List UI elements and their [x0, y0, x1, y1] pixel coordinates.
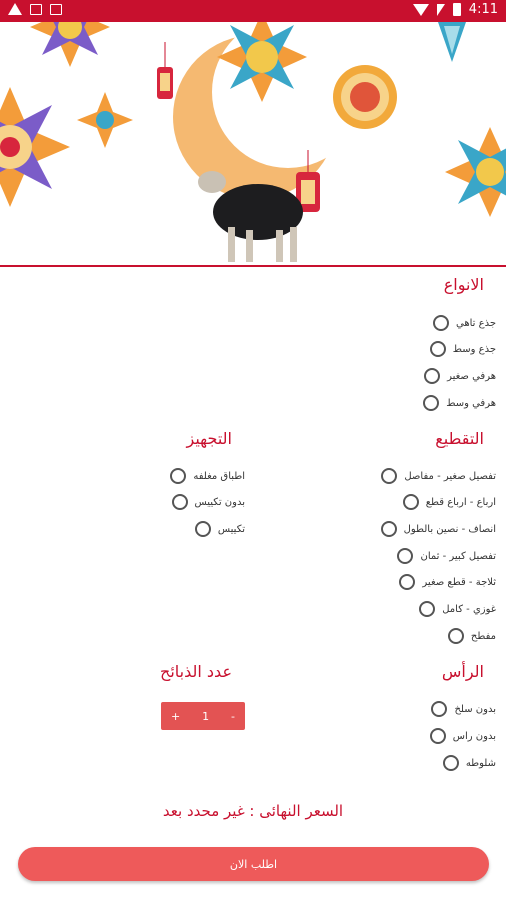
radio-button[interactable] [443, 755, 459, 771]
eid-banner-image [0, 22, 506, 265]
status-time: 4:11 [468, 2, 498, 17]
types-option[interactable]: هرفي وسط [423, 395, 496, 411]
radio-button[interactable] [430, 341, 446, 357]
final-price-label: السعر النهائى : غير محدد بعد [162, 802, 344, 820]
radio-button[interactable] [381, 468, 397, 484]
wifi-icon [413, 4, 429, 16]
quantity-value: 1 [202, 709, 210, 723]
radio-button[interactable] [399, 574, 415, 590]
types-title: الانواع [443, 275, 484, 294]
cutting-title: التقطيع [435, 429, 484, 448]
status-bar [0, 0, 506, 22]
warning-icon [8, 3, 22, 15]
signal-icon [437, 4, 445, 16]
order-now-button[interactable]: اطلب الان [18, 847, 489, 881]
types-option[interactable]: جذع وسط [430, 341, 496, 357]
radio-button[interactable] [431, 701, 447, 717]
head-title: الرأس [441, 662, 484, 681]
minus-button[interactable]: - [231, 709, 235, 723]
cutting-option[interactable]: تفصيل صغير - مفاصل [381, 468, 496, 484]
radio-button[interactable] [433, 315, 449, 331]
radio-button[interactable] [448, 628, 464, 644]
plus-button[interactable]: + [171, 709, 181, 723]
radio-button[interactable] [172, 494, 188, 510]
radio-button[interactable] [195, 521, 211, 537]
count-title: عدد الذبائح [160, 662, 232, 681]
types-option[interactable]: هرفي صغير [424, 368, 496, 384]
cutting-option[interactable]: غوزي - كامل [419, 601, 496, 617]
radio-button[interactable] [423, 395, 439, 411]
cutting-option[interactable]: تفصيل كبير - ثمان [397, 548, 496, 564]
preparation-title: التجهيز [186, 429, 232, 448]
head-option[interactable]: بدون راس [430, 728, 496, 744]
radio-button[interactable] [403, 494, 419, 510]
head-option[interactable]: بدون سلخ [431, 701, 496, 717]
cutting-option[interactable]: انصاف - نصين بالطول [381, 521, 496, 537]
quantity-stepper[interactable] [161, 702, 245, 730]
banner-illustration [0, 22, 506, 265]
radio-button[interactable] [170, 468, 186, 484]
image-icon [30, 4, 42, 15]
download-icon [50, 4, 62, 15]
radio-button[interactable] [381, 521, 397, 537]
radio-button[interactable] [430, 728, 446, 744]
head-option[interactable]: شلوطه [443, 755, 496, 771]
preparation-option[interactable]: اطباق مغلفه [170, 468, 245, 484]
radio-button[interactable] [424, 368, 440, 384]
radio-button[interactable] [397, 548, 413, 564]
radio-button[interactable] [419, 601, 435, 617]
header-divider [0, 265, 506, 267]
preparation-option[interactable]: تكييس [195, 521, 245, 537]
cutting-option[interactable]: ارباع - ارباع قطع [403, 494, 496, 510]
types-option[interactable]: جذع تاهي [433, 315, 496, 331]
preparation-option[interactable]: بدون تكييس [172, 494, 245, 510]
cutting-option[interactable]: مفطح [448, 628, 496, 644]
cutting-option[interactable]: ثلاجة - قطع صغير [399, 574, 496, 590]
battery-icon [453, 3, 461, 16]
